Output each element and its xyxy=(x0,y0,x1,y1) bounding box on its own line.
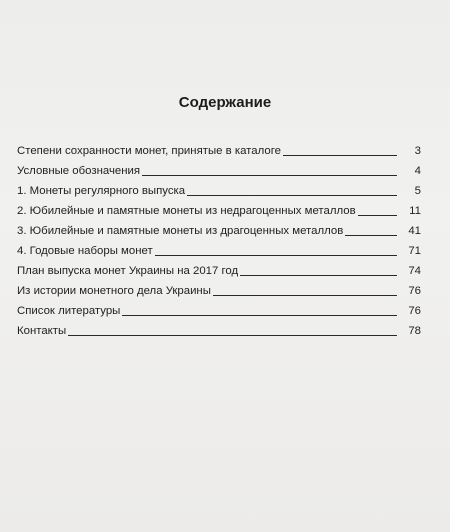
toc-entry-page: 11 xyxy=(409,205,421,217)
toc-leader-line xyxy=(240,275,397,276)
toc-leader-line xyxy=(155,255,397,256)
toc-leader-line xyxy=(187,195,397,196)
toc-entry xyxy=(17,238,421,258)
toc-leader-line xyxy=(122,315,397,316)
toc-entry-page: 3 xyxy=(414,145,421,157)
toc-entry-page: 5 xyxy=(414,185,421,197)
toc-leader-line xyxy=(68,335,397,336)
toc-entry-label: План выпуска монет Украины на 2017 год xyxy=(17,265,239,277)
table-of-contents xyxy=(17,138,421,338)
toc-entry xyxy=(17,198,421,218)
toc-entry xyxy=(17,138,421,158)
toc-leader-line xyxy=(283,155,397,156)
toc-entry-label: Список литературы xyxy=(17,305,121,317)
toc-entry-label: 1. Монеты регулярного выпуска xyxy=(17,185,186,197)
toc-leader-line xyxy=(345,235,397,236)
toc-entry xyxy=(17,318,421,338)
toc-entry xyxy=(17,298,421,318)
toc-entry-label: Условные обозначения xyxy=(17,165,141,177)
toc-entry xyxy=(17,258,421,278)
toc-entry-label: 2. Юбилейные и памятные монеты из недрагоценных металлов xyxy=(17,205,356,217)
toc-entry-label: Контакты xyxy=(17,325,67,337)
toc-leader-line xyxy=(358,215,397,216)
toc-entry-page: 76 xyxy=(408,285,421,297)
toc-leader-line xyxy=(142,175,397,176)
toc-entry-page: 4 xyxy=(414,165,421,177)
toc-entry xyxy=(17,178,421,198)
toc-entry-page: 41 xyxy=(408,225,421,237)
toc-entry-page: 74 xyxy=(408,265,421,277)
toc-entry-label: 3. Юбилейные и памятные монеты из драгоценных металлов xyxy=(17,225,344,237)
toc-entry-page: 78 xyxy=(408,325,421,337)
toc-entry xyxy=(17,278,421,298)
toc-entry-label: Степени сохранности монет, принятые в каталоге xyxy=(17,145,281,157)
toc-entry-page: 76 xyxy=(408,305,421,317)
page-title: Содержание xyxy=(178,94,272,111)
toc-entry-page: 71 xyxy=(408,245,421,257)
toc-leader-line xyxy=(213,295,397,296)
toc-entry-label: Из истории монетного дела Украины xyxy=(17,285,211,297)
toc-entry xyxy=(17,218,421,238)
toc-entry-label: 4. Годовые наборы монет xyxy=(17,245,153,257)
toc-entry xyxy=(17,158,421,178)
